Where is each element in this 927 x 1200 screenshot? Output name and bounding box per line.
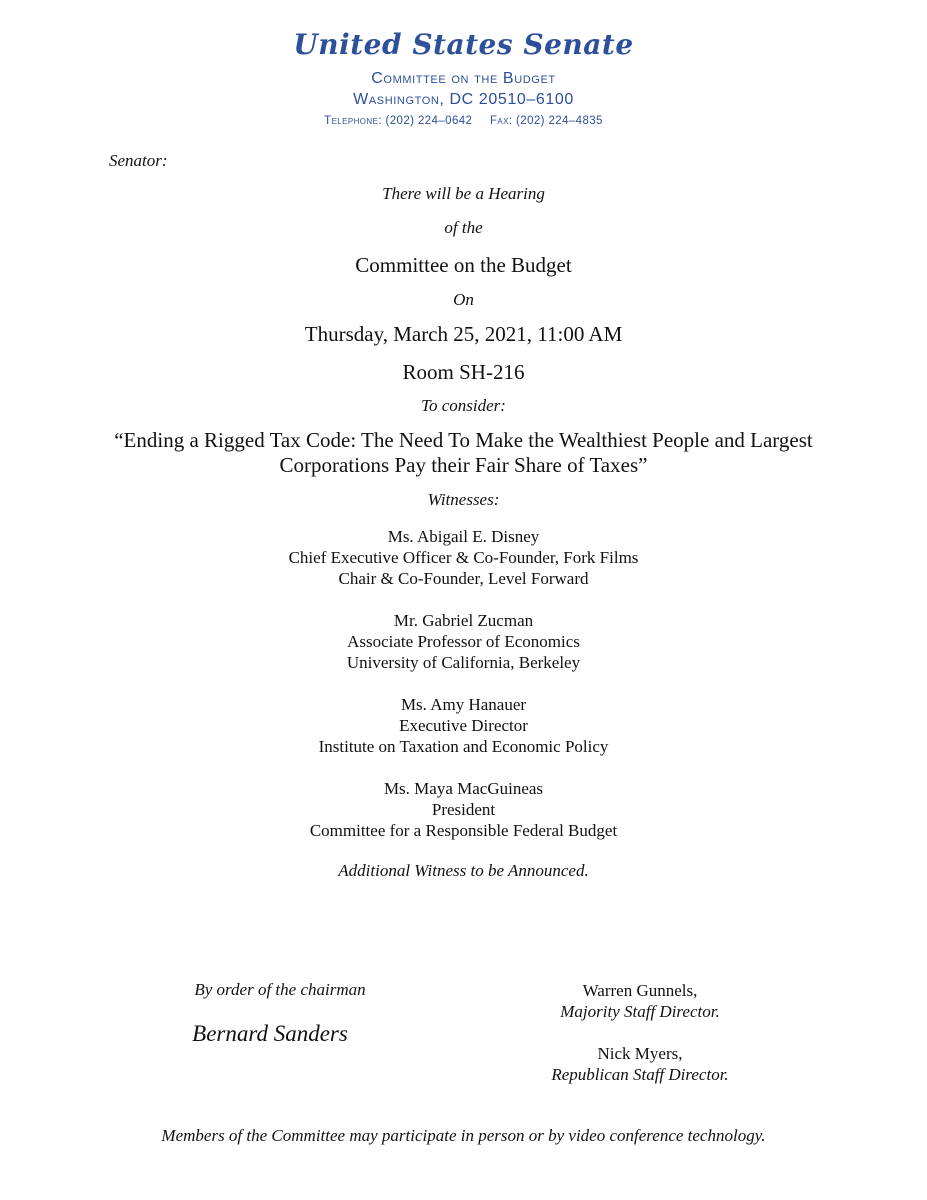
additional-witness-note: Additional Witness to be Announced. xyxy=(338,861,589,880)
hearing-title-line-1: “Ending a Rigged Tax Code: The Need To Make the Wealthiest People and Largest xyxy=(114,428,813,452)
witness-affiliation: Chief Executive Officer & Co-Founder, Fork Films xyxy=(288,548,639,567)
hearing-room: Room SH-216 xyxy=(402,360,525,384)
chairman-signature: Bernard Sanders xyxy=(192,1021,348,1046)
notice-to-consider: To consider: xyxy=(421,396,506,415)
letterhead-senate-name: United States Senate xyxy=(293,28,634,61)
letterhead-fax: Fax: (202) 224–4835 xyxy=(489,115,603,127)
staff-name: Nick Myers, xyxy=(597,1044,683,1063)
witness-affiliation: Institute on Taxation and Economic Policy xyxy=(318,737,609,756)
witness-entry xyxy=(0,526,927,589)
staff-director-majority xyxy=(520,980,760,1022)
witness-entry xyxy=(0,778,927,841)
witness-affiliation: President xyxy=(431,800,496,819)
witness-name: Ms. Maya MacGuineas xyxy=(383,779,544,798)
witness-affiliation: University of California, Berkeley xyxy=(346,653,581,672)
staff-name: Warren Gunnels, xyxy=(582,981,698,1000)
witness-affiliation: Executive Director xyxy=(399,716,528,735)
letterhead-telephone: Telephone: (202) 224–0642 xyxy=(324,115,473,127)
order-line: By order of the chairman xyxy=(194,980,366,999)
letterhead-committee: Committee on the Budget xyxy=(371,70,556,87)
witnesses-heading: Witnesses: xyxy=(427,490,500,509)
hearing-title xyxy=(0,428,927,478)
footer-note: Members of the Committee may participate in person or by video conference technology. xyxy=(161,1126,766,1145)
notice-line-hearing: There will be a Hearing xyxy=(382,184,545,203)
notice-line-of-the: of the xyxy=(444,218,483,237)
notice-on: On xyxy=(453,290,474,309)
witness-name: Mr. Gabriel Zucman xyxy=(393,611,534,630)
witness-affiliation: Associate Professor of Economics xyxy=(347,632,580,651)
salutation: Senator: xyxy=(109,151,168,170)
hearing-title-line-2: Corporations Pay their Fair Share of Taxes” xyxy=(279,453,648,477)
witness-name: Ms. Amy Hanauer xyxy=(400,695,527,714)
staff-title: Republican Staff Director. xyxy=(551,1065,729,1084)
witness-affiliation: Committee for a Responsible Federal Budget xyxy=(309,821,618,840)
witness-entry xyxy=(0,694,927,757)
staff-director-republican xyxy=(520,1043,760,1085)
letterhead-address: Washington, DC 20510–6100 xyxy=(353,91,574,108)
notice-committee: Committee on the Budget xyxy=(355,253,572,277)
staff-title: Majority Staff Director. xyxy=(560,1002,720,1021)
witness-name: Ms. Abigail E. Disney xyxy=(387,527,540,546)
witness-entry xyxy=(0,610,927,673)
letterhead-contact xyxy=(0,115,927,127)
hearing-datetime: Thursday, March 25, 2021, 11:00 AM xyxy=(304,322,623,346)
witness-affiliation: Chair & Co-Founder, Level Forward xyxy=(338,569,589,588)
